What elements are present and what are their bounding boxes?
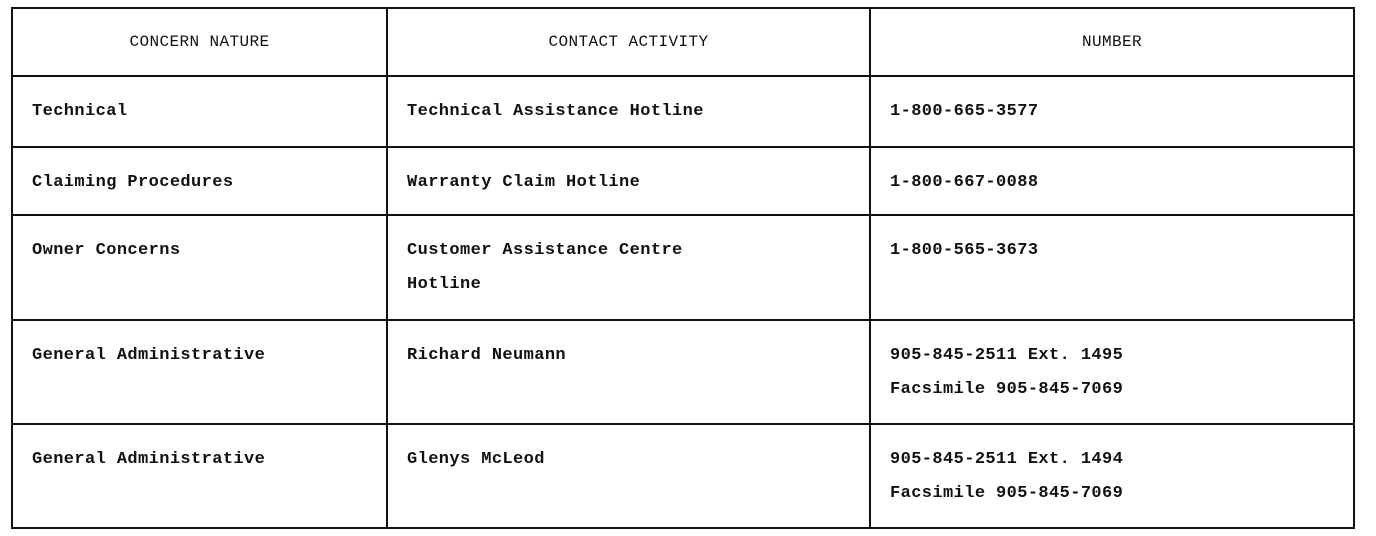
table-row <box>12 424 1354 528</box>
header-contact-activity: CONTACT ACTIVITY <box>387 8 870 76</box>
header-number: NUMBER <box>870 8 1354 76</box>
facsimile-text: Facsimile 905-845-7069 <box>890 484 1124 503</box>
contact-text: Technical Assistance Hotline <box>407 102 704 121</box>
contact-text-continued: Hotline <box>407 275 482 294</box>
concern-text: Owner Concerns <box>32 241 181 260</box>
contact-cell <box>387 320 870 424</box>
concern-text: Claiming Procedures <box>32 173 234 192</box>
number-cell <box>870 147 1354 215</box>
phone-extension-text: 905-845-2511 Ext. 1494 <box>890 450 1124 469</box>
table-row <box>12 147 1354 215</box>
header-concern-nature: CONCERN NATURE <box>12 8 387 76</box>
number-cell <box>870 215 1354 320</box>
concern-cell <box>12 215 387 320</box>
header-row <box>12 8 1354 76</box>
concern-cell <box>12 320 387 424</box>
contact-text: Warranty Claim Hotline <box>407 173 641 192</box>
concern-text: General Administrative <box>32 346 266 365</box>
contact-cell <box>387 76 870 147</box>
concern-text: General Administrative <box>32 450 266 469</box>
contact-text: Glenys McLeod <box>407 450 545 469</box>
table-row <box>12 215 1354 320</box>
table-row <box>12 76 1354 147</box>
contact-text: Customer Assistance Centre <box>407 241 683 260</box>
concern-cell <box>12 76 387 147</box>
contact-cell <box>387 424 870 528</box>
number-text: 1-800-667-0088 <box>890 173 1039 192</box>
facsimile-text: Facsimile 905-845-7069 <box>890 380 1124 399</box>
contacts-table <box>11 7 1355 529</box>
number-text: 1-800-565-3673 <box>890 241 1039 260</box>
phone-extension-text: 905-845-2511 Ext. 1495 <box>890 346 1124 365</box>
table-row <box>12 320 1354 424</box>
number-text: 1-800-665-3577 <box>890 102 1039 121</box>
concern-text: Technical <box>32 102 128 121</box>
concern-cell <box>12 424 387 528</box>
number-cell <box>870 76 1354 147</box>
concern-cell <box>12 147 387 215</box>
contact-text: Richard Neumann <box>407 346 567 365</box>
number-cell <box>870 320 1354 424</box>
contact-cell <box>387 215 870 320</box>
number-cell <box>870 424 1354 528</box>
contact-cell <box>387 147 870 215</box>
